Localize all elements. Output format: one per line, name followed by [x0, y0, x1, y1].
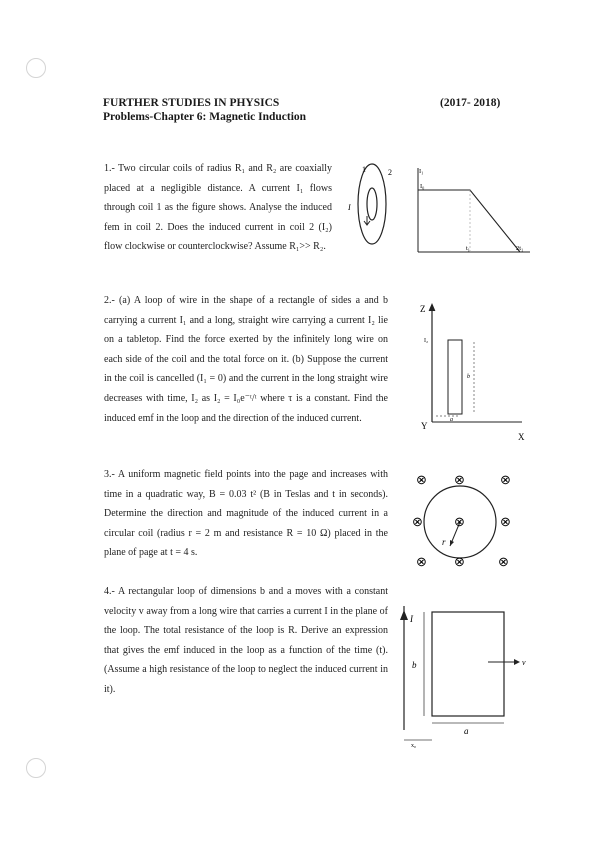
current-curve: [418, 190, 520, 252]
problem-2-text: 2.- (a) A loop of wire in the shape of a rectangle of sides a and b carrying a current I₁ and a long, straight wire carrying a current I₂ lie on a tabletop. Find the force exerted by the infinitely long wire on each side of the coil and the total force on it. (b) Suppose the current in the coil is cancelled (I₁ = 0) and the current in the long straight wire decreases with time, I₂ as I₂ = I₀e⁻ᵗ/ᵗ where τ is a constant. Find the induced emf in the loop and the direction of the induced current.: [104, 295, 388, 424]
wire-current-label: I: [410, 614, 413, 624]
problem-1-text: 1.- Two circular coils of radius R₁ and R₂ are coaxially placed at a negligible distance. A current I₁ flows through coil 1 as the figure shows. Analyse the induced fem in coil 2. Does the induced current in coil 2 (I₂) flow clockwise or counterclockwise? Assume R₁>> R₂.: [104, 163, 332, 253]
punch-hole-top: [26, 58, 46, 78]
i2-label: I₂: [424, 338, 429, 344]
field-symbol: ⊗: [500, 472, 511, 487]
field-symbol: ⊗: [498, 554, 509, 569]
page-title: FURTHER STUDIES IN PHYSICS: [103, 97, 280, 109]
page-subtitle: Problems-Chapter 6: Magnetic Induction: [103, 111, 307, 123]
radius-label: r: [442, 537, 446, 547]
y-axis-label: Y: [421, 421, 428, 431]
field-symbol: ⊗: [454, 554, 465, 569]
coil-1: [358, 164, 386, 244]
problem-1-coils-figure: [340, 152, 410, 272]
coil-2: [367, 188, 377, 220]
graph-y-label: I₁: [419, 168, 424, 175]
rectangular-loop: [448, 340, 462, 414]
graph-t2-label: 2t₁: [516, 245, 524, 252]
z-axis-label: Z: [420, 304, 426, 314]
current-label: I: [348, 203, 351, 212]
problem-4-text: 4.- A rectangular loop of dimensions b and a moves with a constant velocity v away from a long wire that carries a current I in the plane of the loop. The total resistance of the loop is R. Derive an expression that gives the emf induced in the loop as a function of the time (t). (Assume a high resistance of the loop to neglect the induced current in it).: [104, 586, 388, 695]
b-label: b: [467, 374, 470, 380]
problem-3-text: 3.- A uniform magnetic field points into the page and increases with time in a quadratic way, B = 0.03 t² (B in Teslas and t in seconds). Determine the direction and magnitude of the induced current in a circular coil (radius r = 2 m and resistance R = 10 Ω) placed in the plane of page at t = 4 s.: [104, 469, 388, 559]
field-symbol: ⊗: [500, 514, 511, 529]
moving-loop: [432, 612, 504, 716]
field-symbol: ⊗: [416, 554, 427, 569]
field-symbol: ⊗: [416, 472, 427, 487]
wire-current-arrow: [400, 610, 408, 620]
velocity-label: v: [522, 658, 526, 667]
field-symbol: ⊗: [454, 472, 465, 487]
distance-label: x₀: [411, 743, 417, 748]
field-symbol: ⊗: [412, 514, 423, 529]
problem-1-current-graph: [412, 160, 532, 260]
a-label: a: [450, 417, 453, 423]
graph-level-label: I₀: [420, 183, 425, 190]
punch-hole-bottom: [26, 758, 46, 778]
loop-b-label: b: [412, 660, 417, 670]
coil-label-2: 2: [388, 168, 392, 177]
field-symbol: ⊗: [454, 514, 465, 529]
coil-label-1: 1: [362, 165, 366, 174]
problem-3-field-figure: [404, 462, 522, 580]
x-axis-label: X: [518, 432, 525, 442]
loop-a-label: a: [464, 726, 469, 736]
graph-t1-label: t₁: [466, 245, 471, 252]
academic-year: (2017- 2018): [440, 97, 501, 109]
problem-2-loop-figure: [412, 298, 532, 443]
problem-4-moving-loop-figure: [390, 600, 535, 748]
